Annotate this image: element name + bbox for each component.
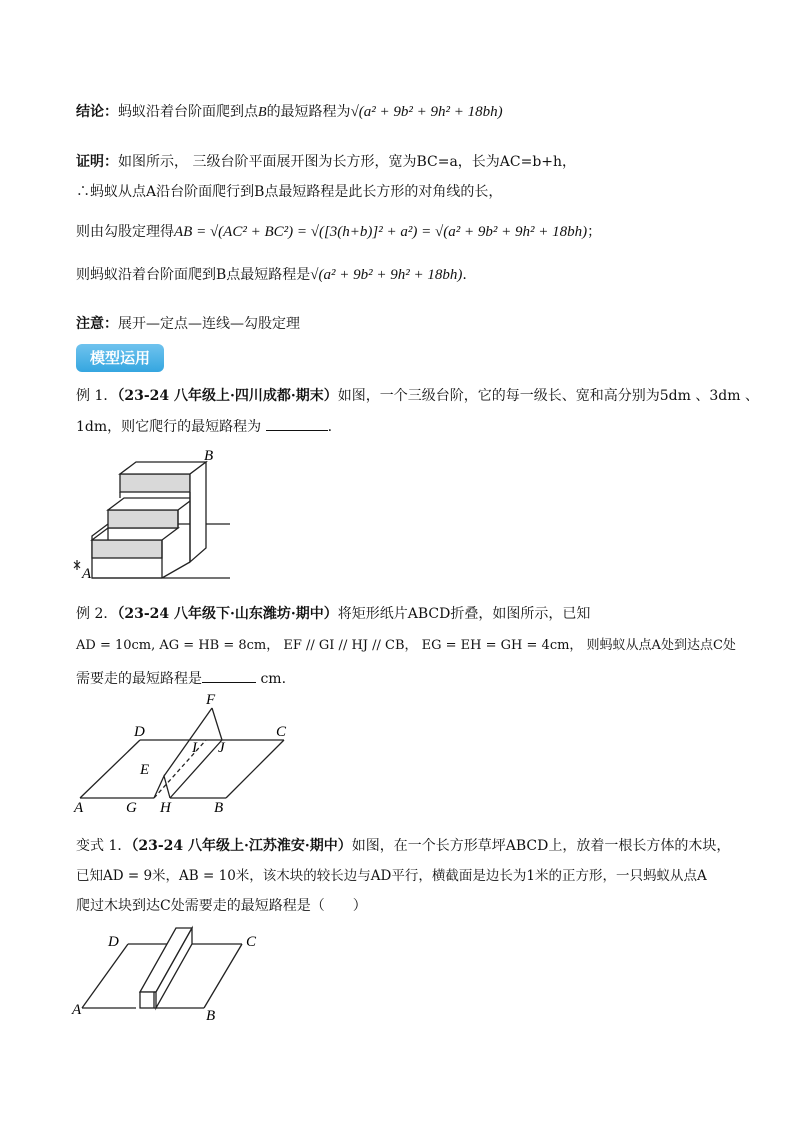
step-front-2 (108, 510, 178, 528)
example2-line-2: AD = 10cm, AG = HB = 8cm， EF // GI // HJ // CB， EG = EH = GH = 4cm， 则蚂蚁从点A处到达点C处 (76, 638, 736, 653)
proof-line-4 (76, 265, 467, 285)
fig2-label-i: I (192, 740, 197, 756)
fig3-label-b: B (206, 1008, 216, 1024)
fig3-label-a: A (72, 1002, 82, 1018)
conclusion-line (76, 102, 503, 123)
variant1-label: 变式 1． (76, 838, 132, 854)
section-badge: 模型运用 (76, 344, 164, 372)
fig1-label-a: A (82, 566, 92, 582)
example1-line-2 (76, 416, 332, 437)
proof-line-2: ∴蚂蚁从点A沿台阶面爬行到B点最短路程是此长方形的对角线的长， (76, 184, 503, 200)
note-text: 展开—定点—连线—勾股定理 (118, 316, 300, 332)
conclusion-text2: 的最短路程为 (266, 104, 351, 120)
fig2-label-b: B (214, 800, 224, 816)
proof-line-3 (76, 222, 601, 242)
fig2-label-g: G (126, 800, 137, 816)
fig2-label-j: J (218, 740, 225, 756)
fig2-label-h: H (160, 800, 171, 816)
example1-line-1 (76, 386, 759, 406)
example1-text-1: 如图，一个三级台阶，它的每一级长、宽和高分别为5dm 、3dm 、 (337, 388, 759, 404)
conclusion-formula: √(a² + 9b² + 9h² + 18bh) (350, 104, 503, 120)
step-front-1 (92, 540, 162, 558)
proof-formula-3: AB = √(AC² + BC²) = √([3(h+b)]² + a²) = √(a² + 9b² + 9h² + 18bh) (174, 224, 588, 240)
proof-suffix-4: . (462, 267, 467, 283)
lawn-block-figure (70, 924, 270, 1024)
proof-text-3: 则由勾股定理得 (76, 224, 174, 240)
fig2-label-f: F (206, 692, 216, 708)
note-label: 注意： (76, 316, 118, 332)
step-front-3 (120, 474, 190, 492)
variant1-text-1: 如图，在一个长方形草坪ABCD上，放着一根长方体的木块， (351, 838, 731, 854)
variant1-line-3: 爬过木块到达C处需要走的最短路程是（ ） (76, 898, 367, 914)
fig2-label-c: C (276, 724, 287, 740)
proof-line-1 (76, 152, 576, 172)
example1-text-2: 1dm，则它爬行的最短路程为 (76, 419, 262, 435)
example1-answer-blank[interactable] (266, 416, 328, 431)
fig2-label-e: E (140, 762, 150, 778)
variant1-line-1 (76, 836, 730, 856)
example2-source: （23-24 八年级下·山东潍坊·期中） (117, 606, 338, 622)
proof-label: 证明： (76, 154, 118, 170)
note-line (76, 314, 300, 334)
example1-source: （23-24 八年级上·四川成都·期末） (117, 388, 338, 404)
staircase-figure (70, 444, 230, 584)
variant1-line-2: 已知AD = 9米，AB = 10米，该木块的较长边与AD平行，横截面是边长为1米的正方形，一只蚂蚁从点A (76, 868, 707, 884)
example2-line-1 (76, 604, 590, 624)
conclusion-text: 蚂蚁沿着台阶面爬到点 (118, 104, 258, 120)
example2-end: . (281, 671, 287, 687)
conclusion-point: B (258, 105, 267, 120)
fig2-label-d: D (134, 724, 145, 740)
fig1-label-b: B (204, 448, 214, 464)
example2-label: 例 2． (76, 606, 118, 622)
proof-formula-4: √(a² + 9b² + 9h² + 18bh) (310, 267, 463, 283)
example1-label: 例 1． (76, 388, 118, 404)
fig3-label-c: C (246, 934, 257, 950)
conclusion-label: 结论： (76, 104, 118, 120)
variant1-source: （23-24 八年级上·江苏淮安·期中） (131, 838, 352, 854)
example2-answer-blank[interactable] (202, 668, 256, 683)
folded-paper-figure (70, 690, 300, 816)
proof-suffix-3: ； (587, 224, 602, 240)
example2-unit: cm (260, 671, 282, 687)
example2-text-3: 需要走的最短路程是 (76, 671, 202, 687)
proof-text-1: 如图所示， 三级台阶平面展开图为长方形，宽为BC=a，长为AC=b+h， (118, 154, 577, 170)
example2-text-1: 将矩形纸片ABCD折叠，如图所示，已知 (337, 606, 591, 622)
fig3-label-d: D (108, 934, 119, 950)
example1-end: . (327, 419, 333, 435)
ant-icon (74, 560, 80, 570)
proof-text-4: 则蚂蚁沿着台阶面爬到B点最短路程是 (76, 267, 311, 283)
fig2-label-a: A (74, 800, 84, 816)
example2-line-3 (76, 668, 286, 689)
